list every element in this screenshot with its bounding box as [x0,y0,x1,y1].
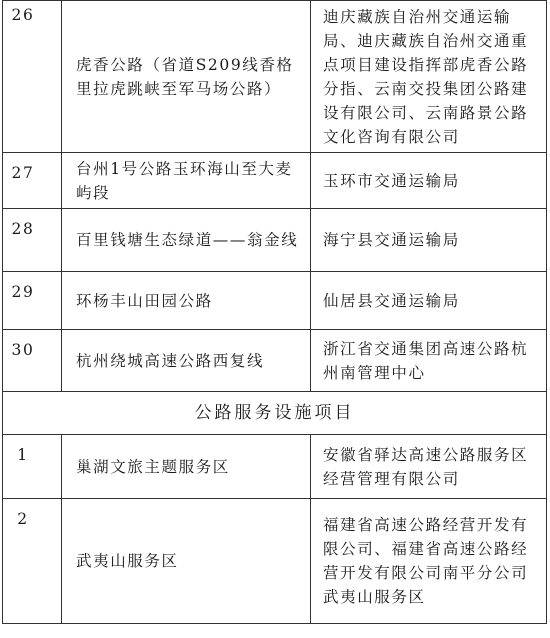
table-row [3,435,547,499]
responsible-unit: 安徽省驿达高速公路服务区经营管理有限公司 [311,435,547,499]
table-row [3,330,547,392]
project-name: 巢湖文旅主题服务区 [62,435,311,499]
row-number: 2 [3,499,62,624]
row-number: 27 [3,153,62,209]
table-row [3,209,547,272]
row-number: 26 [3,1,62,153]
row-number: 30 [3,330,62,392]
table-row [3,499,547,624]
responsible-unit: 玉环市交通运输局 [311,153,547,209]
responsible-unit: 福建省高速公路经营开发有限公司、福建省高速公路经营开发有限公司南平分公司武夷山服务区 [311,499,547,624]
section-row [3,392,547,435]
section-title: 公路服务设施项目 [3,392,547,435]
project-name: 百里钱塘生态绿道——翁金线 [62,209,311,272]
project-name: 武夷山服务区 [62,499,311,624]
table-row [3,153,547,209]
project-name: 环杨丰山田园公路 [62,272,311,330]
project-name: 杭州绕城高速公路西复线 [62,330,311,392]
row-number: 29 [3,272,62,330]
responsible-unit: 仙居县交通运输局 [311,272,547,330]
responsible-unit: 浙江省交通集团高速公路杭州南管理中心 [311,330,547,392]
responsible-unit: 迪庆藏族自治州交通运输局、迪庆藏族自治州交通重点项目建设指挥部虎香公路分指、云南交投集团公路建设有限公司、云南路景公路文化咨询有限公司 [311,1,547,153]
project-name: 台州1号公路玉环海山至大麦屿段 [62,153,311,209]
project-name: 虎香公路（省道S209线香格里拉虎跳峡至军马场公路） [62,1,311,153]
project-table [2,0,547,624]
responsible-unit: 海宁县交通运输局 [311,209,547,272]
row-number: 28 [3,209,62,272]
table-row [3,272,547,330]
row-number: 1 [3,435,62,499]
table-row [3,1,547,153]
